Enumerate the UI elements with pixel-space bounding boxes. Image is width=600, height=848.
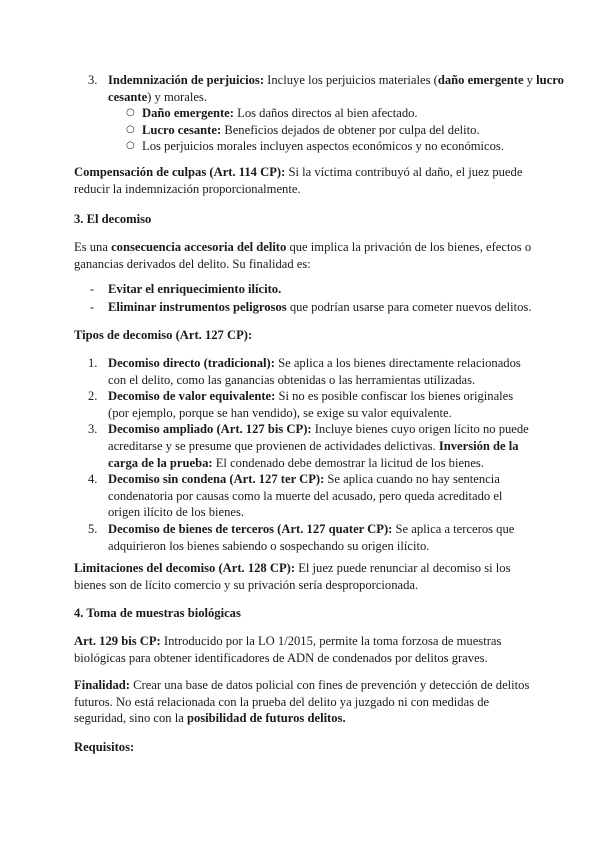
text-run: Incluye los perjuicios materiales ( [264,73,438,87]
bold-run: Lucro cesante: [142,122,222,137]
list-item [74,355,534,388]
circle-bullet-icon: ○ [126,107,135,118]
list-item [74,105,534,122]
bold-run: consecuencia accesoria del delito [111,240,287,254]
bold-run: Art. 129 bis CP: [74,634,161,648]
text-run: Incluye bienes cuyo origen lícito no puede acreditarse y se presume que provienen de actividades delictivas. [108,422,529,453]
bold-run: Eliminar instrumentos peligrosos [108,299,287,314]
text-run: que podrían usarse para cometer nuevos delitos. [286,299,532,314]
list-number: 5. [88,521,98,536]
text-run: Introducido por la LO 1/2015, permite la toma forzosa de muestras biológicas para obtener identificadores de ADN de condenados por delitos graves. [74,634,502,665]
finalidad-paragraph [74,677,534,727]
bold-run: Evitar el enriquecimiento ilícito. [108,282,282,296]
text-run: Es una [74,240,112,254]
bold-run: Limitaciones del decomiso (Art. 128 CP): [74,561,296,575]
indemnizacion-item [74,72,568,105]
list-item [74,521,534,554]
list-item [74,281,534,298]
art-129-paragraph [74,633,534,666]
bold-run: Decomiso ampliado (Art. 127 bis CP): [108,422,312,437]
text-run: ) y morales. [147,89,207,104]
dash-bullet: - [90,282,95,296]
decomiso-intro [74,239,534,272]
bold-run: Compensación de culpas (Art. 114 CP): [74,165,286,179]
text-run: El condenado debe demostrar la licitud de los bienes. [212,455,484,470]
list-item [74,471,534,521]
bold-run: lucro cesante [108,73,564,104]
bold-run: Decomiso directo (tradicional): [108,356,275,370]
list-number: 3. [88,422,98,437]
text-run: Se aplica a los bienes directamente relacionados con el delito, como las ganancias obtenidas o las herramientas utilizadas. [108,356,521,387]
text-run: Se aplica cuando no hay sentencia condenatoria por causas como la muerte del acusado, pero queda acreditado el origen ilícito de los bienes. [108,472,503,520]
text-run: Si la víctima contribuyó al daño, el juez puede reducir la indemnización proporcionalmente. [74,165,523,196]
indemnizacion-text [108,72,568,105]
text-run: Si no es posible confiscar los bienes originales (por ejemplo, porque se han vendido), se exige su valor equivalente. [108,389,514,420]
list-number: 4. [88,472,98,487]
bold-run: Daño emergente: [142,106,234,120]
section-heading-muestras: 4. Toma de muestras biológicas [74,606,241,620]
list-item [74,122,534,139]
list-number: 2. [88,389,98,404]
text-run: Se aplica a terceros que adquirieron los bienes sabiendo o sospechando su origen ilícito. [108,521,515,553]
list-number: 3. [88,73,98,87]
text-run: y [523,73,537,87]
list-number: 1. [88,356,98,370]
bold-run: Decomiso sin condena (Art. 127 ter CP): [108,472,325,487]
bold-run: Finalidad: [74,678,130,692]
tipos-list [74,355,534,554]
tipos-heading: Tipos de decomiso (Art. 127 CP): [74,328,253,342]
bold-run: Inversión de la carga de la prueba: [108,438,519,470]
bold-run: posibilidad de futuros delitos. [186,711,346,726]
text-run: Los daños directos al bien afectado. [233,106,418,120]
section-heading-decomiso: 3. El decomiso [74,212,152,226]
finalidades-list [74,281,534,315]
limitaciones-paragraph [74,560,534,593]
circle-bullet-icon: ○ [126,123,135,135]
text-run: Los perjuicios morales incluyen aspectos económicos y no económicos. [142,139,504,154]
indemnizacion-subitems [74,105,534,155]
requisitos-heading: Requisitos: [74,740,135,754]
text-run: Crear una base de datos policial con fines de prevención y detección de delitos futuros. No está relacionada con la prueba del delito ya juzgado ni con medidas de seguridad, sino con la [74,678,530,726]
text-run: Beneficios dejados de obtener por culpa del delito. [221,122,480,137]
bold-run: Decomiso de valor equivalente: [108,389,276,404]
list-item [74,421,534,471]
list-item [74,299,534,316]
bold-run: Decomiso de bienes de terceros (Art. 127 quater CP): [108,521,393,536]
list-item [74,138,534,155]
circle-bullet-icon: ○ [126,140,135,152]
list-item [74,388,534,421]
compensacion-paragraph [74,164,534,197]
indemnizacion-title: Indemnización de perjuicios: [108,73,265,87]
text-run: El juez puede renunciar al decomiso si los bienes son de lícito comercio y su privación sería desproporcionada. [74,561,511,592]
dash-bullet: - [90,299,95,314]
bold-run: daño emergente [437,73,524,87]
text-run: que implica la privación de los bienes, efectos o ganancias derivados del delito. Su finalidad es: [74,240,532,271]
